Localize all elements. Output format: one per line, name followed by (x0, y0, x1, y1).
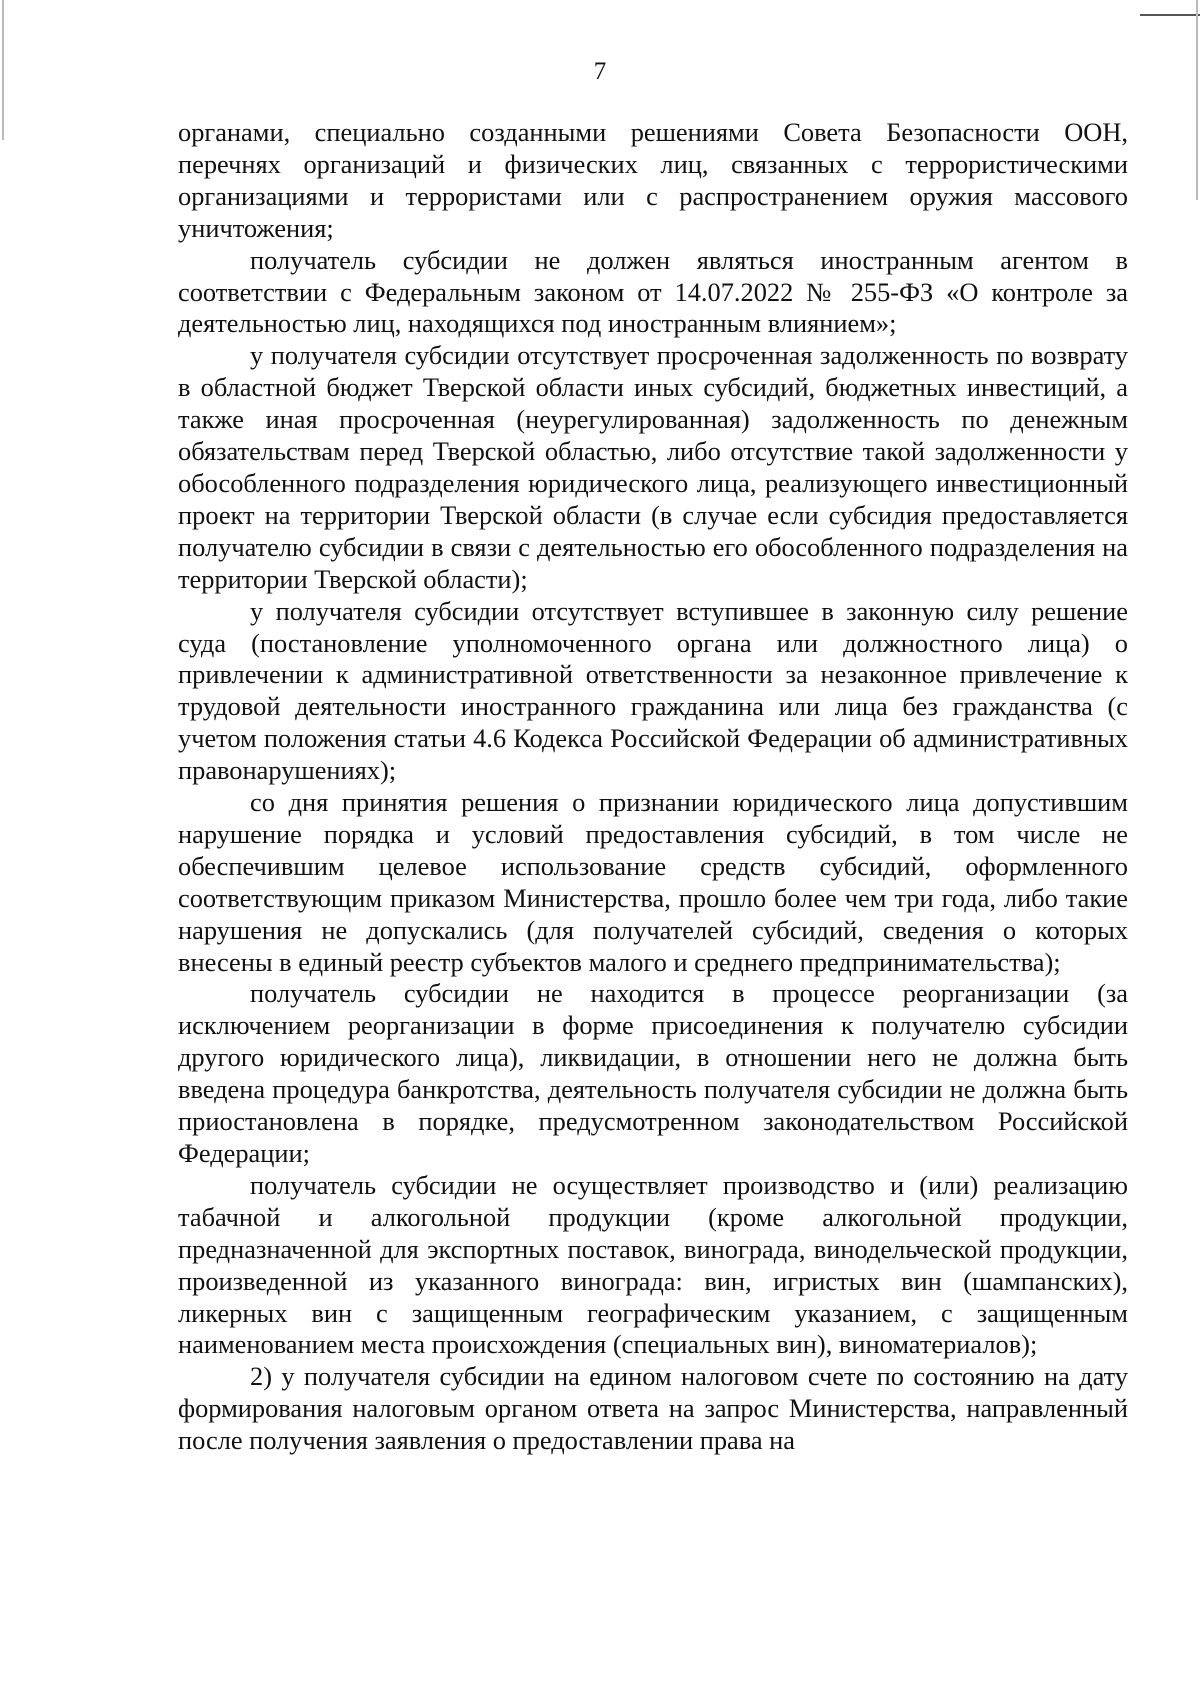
document-body (178, 117, 1128, 1457)
paragraph-8: 2) у получателя субсидии на едином налоговом счете по состоянию на дату формирования налоговым органом ответа на запрос Министерства, направленный после получения заявления о предоставлении права на (178, 1361, 1128, 1456)
scan-edge-mark-right (1196, 0, 1198, 200)
page-number: 7 (593, 58, 607, 85)
paragraph-2: получатель субсидии не должен являться иностранным агентом в соответствии с Федеральным законом от 14.07.2022 № 255-ФЗ «О контроле за деятельностью лиц, находящихся под иностранным влиянием»; (178, 244, 1128, 339)
paragraph-6: получатель субсидии не находится в процессе реорганизации (за исключением реорганизации в форме присоединения к получателю субсидии другого юридического лица), ликвидации, в отношении него не должна быть введена процедура банкротства, деятельность получателя субсидии не должна быть приостановлена в порядке, предусмотренном законодательством Российской Федерации; (178, 978, 1128, 1168)
paragraph-1: органами, специально созданными решениями Совета Безопасности ООН, перечнях организаций и физических лиц, связанных с террористическими организациями и террористами или с распространением оружия массового уничтожения; (178, 117, 1128, 243)
paragraph-7: получатель субсидии не осуществляет производство и (или) реализацию табачной и алкогольной продукции (кроме алкогольной продукции, предназначенной для экспортных поставок, винограда, винодельческой продукции, произведенной из указанного винограда: вин, игристых вин (шампанских), ликерных вин с защищенным географическим указанием, с защищенным наименованием места происхождения (специальных вин), виноматериалов); (178, 1169, 1128, 1360)
paragraph-4: у получателя субсидии отсутствует вступившее в законную силу решение суда (постановление уполномоченного органа или должностного лица) о привлечении к административной ответственности за незаконное привлечение к трудовой деятельности иностранного гражданина или лица без гражданства (с учетом положения статьи 4.6 Кодекса Российской Федерации об административных правонарушениях); (178, 595, 1128, 786)
paragraph-5: со дня принятия решения о признании юридического лица допустившим нарушение порядка и условий предоставления субсидий, в том числе не обеспечившим целевое использование средств субсидий, оформленного соответствующим приказом Министерства, прошло более чем три года, либо такие нарушения не допускались (для получателей субсидий, сведения о которых внесены в единый реестр субъектов малого и среднего предпринимательства); (178, 787, 1128, 977)
scan-edge-mark-top-right (1140, 14, 1200, 16)
paragraph-3: у получателя субсидии отсутствует просроченная задолженность по возврату в областной бюджет Тверской области иных субсидий, бюджетных инвестиций, а также иная просроченная (неурегулированная) задолженность по денежным обязательствам перед Тверской областью, либо отсутствие такой задолженности у обособленного подразделения юридического лица, реализующего инвестиционный проект на территории Тверской области (в случае если субсидия предоставляется получателю субсидии в связи с деятельностью его обособленного подразделения на территории Тверской области); (178, 340, 1128, 594)
